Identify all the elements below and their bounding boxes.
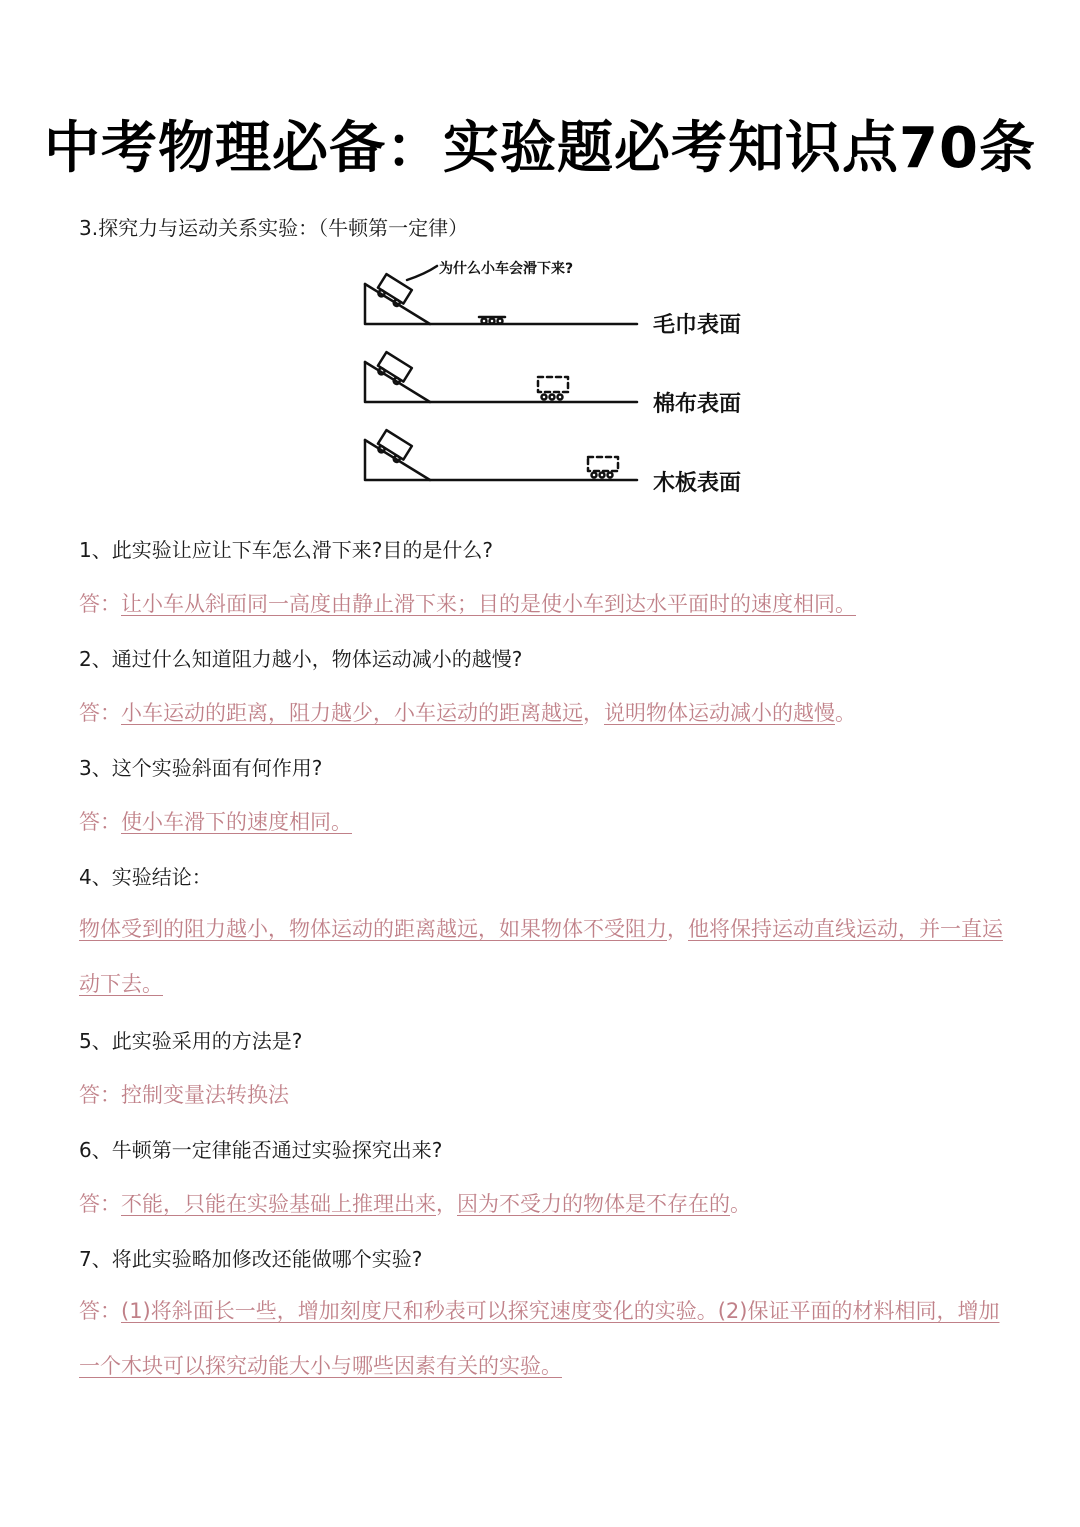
question-5: 5、此实验采用的方法是?	[79, 1029, 303, 1053]
answer-text: 让小车从斜面同一高度由静止滑下来；目的是使小车到达水平面时的速度相同。	[121, 592, 856, 616]
ramp-row-cotton	[365, 352, 637, 402]
page-title: 中考物理必备：实验题必考知识点70条	[44, 116, 1036, 181]
answer-text-part-1: 物体受到的阻力越小，物体运动的距离越远，如果物体不受阻力	[79, 917, 667, 941]
answer-text-part-1: 小车运动的距离，阻力越少，小车运动的距离越远	[121, 701, 583, 725]
answer-6	[79, 1188, 751, 1218]
answer-end: 。	[730, 1192, 751, 1216]
answer-7	[79, 1284, 1019, 1394]
ramp-row-wood	[365, 430, 637, 480]
question-2: 2、通过什么知道阻力越小，物体运动减小的越慢?	[79, 647, 523, 671]
surface-label-towel: 毛巾表面	[653, 313, 742, 338]
callout-text: 为什么小车会滑下来?	[439, 261, 574, 277]
answer-separator: ，	[436, 1192, 457, 1216]
answer-prefix: 答：	[79, 1299, 121, 1323]
answer-prefix: 答：	[79, 1192, 121, 1216]
question-1: 1、此实验让应让下车怎么滑下来?目的是什么?	[79, 538, 493, 562]
question-7: 7、将此实验略加修改还能做哪个实验?	[79, 1247, 423, 1271]
answer-separator: ，	[667, 917, 688, 941]
answer-text-part-1: 不能，只能在实验基础上推理出来	[121, 1192, 436, 1216]
surface-label-cotton: 棉布表面	[653, 392, 742, 417]
answer-text-part-2: 因为不受力的物体是不存在的	[457, 1192, 730, 1216]
answer-prefix: 答：	[79, 810, 121, 834]
question-4: 4、实验结论：	[79, 865, 212, 889]
answer-text: (1)将斜面长一些，增加刻度尺和秒表可以探究速度变化的实验。(2)保证平面的材料相同，增加一个木块可以探究动能大小与哪些因素有关的实验。	[79, 1299, 1000, 1378]
answer-3	[79, 806, 352, 836]
section-heading: 3.探究力与运动关系实验：（牛顿第一定律）	[79, 216, 469, 240]
answer-text-part-2: 他将保持运动直线运动，并一直运动下去。	[79, 917, 1003, 996]
answer-4	[79, 902, 1019, 1012]
question-6: 6、牛顿第一定律能否通过实验探究出来?	[79, 1138, 443, 1162]
answer-text-part-2: 说明物体运动减小的越慢	[604, 701, 835, 725]
answer-end: 。	[835, 701, 856, 725]
answer-separator: ，	[583, 701, 604, 725]
answer-1	[79, 588, 856, 618]
answer-2	[79, 697, 856, 727]
answer-prefix: 答：	[79, 701, 121, 725]
answer-prefix: 答：	[79, 592, 121, 616]
answer-5	[79, 1079, 289, 1109]
answer-text: 控制变量法转换法	[121, 1083, 289, 1107]
surface-label-wood: 木板表面	[653, 471, 742, 496]
answer-text: 使小车滑下的速度相同。	[121, 810, 352, 834]
experiment-figure	[355, 252, 775, 502]
answer-prefix: 答：	[79, 1083, 121, 1107]
question-3: 3、这个实验斜面有何作用?	[79, 756, 323, 780]
